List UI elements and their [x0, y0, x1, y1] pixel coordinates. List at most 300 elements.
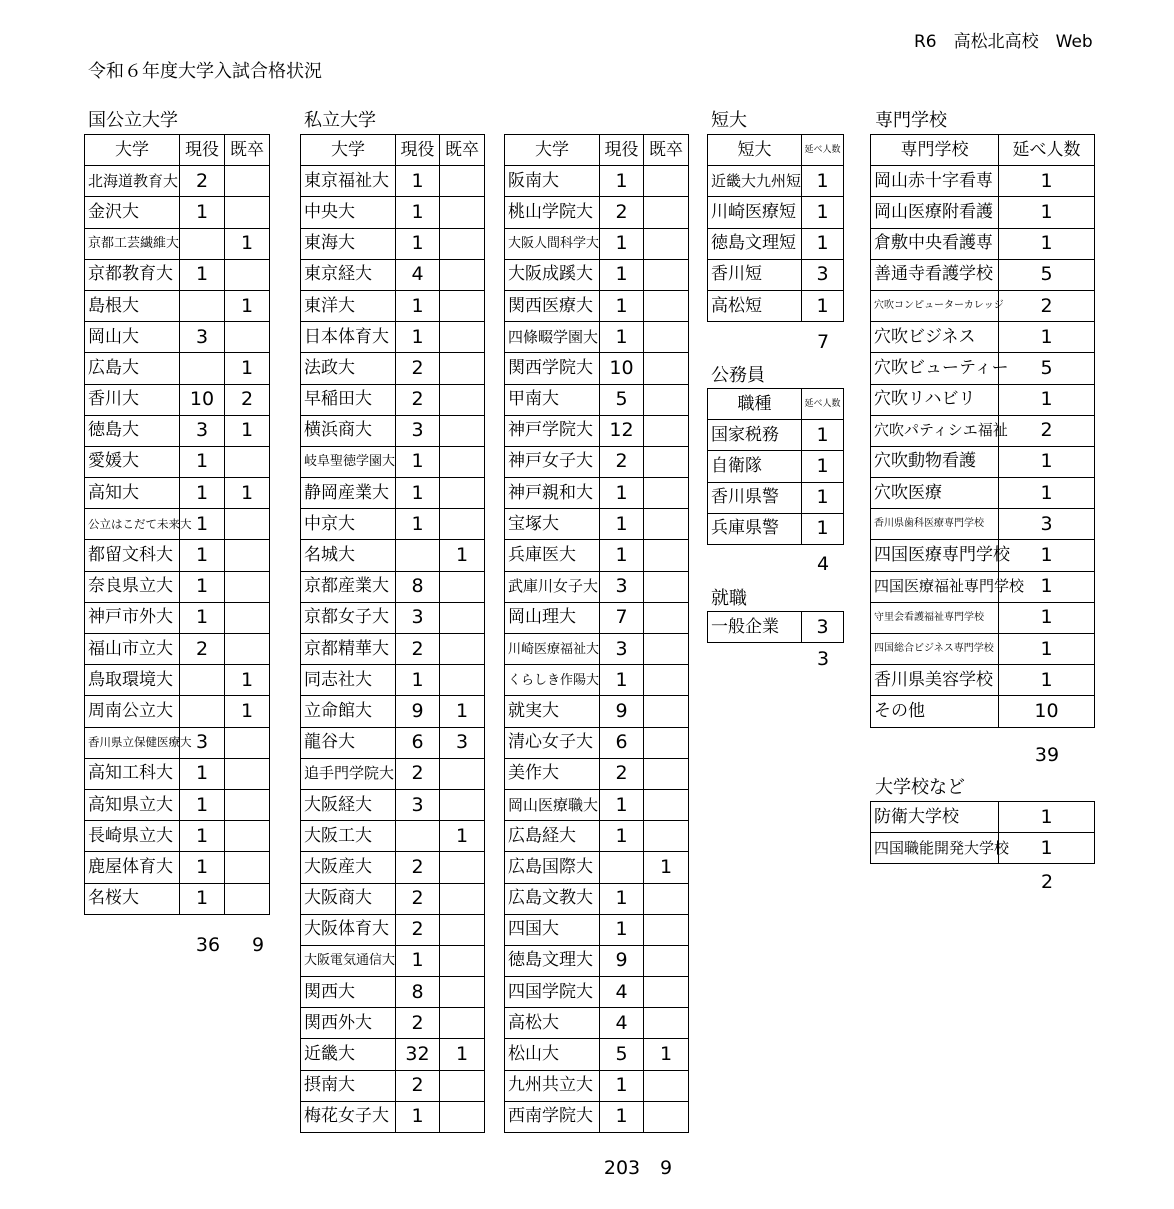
- current-student-count: [396, 540, 440, 571]
- total-count: 1: [802, 228, 844, 259]
- page-title: 令和６年度大学入試合格状況: [88, 61, 322, 82]
- current-student-count: 1: [180, 571, 225, 602]
- total-count: 1: [802, 420, 844, 451]
- school-name: 香川大: [85, 384, 180, 415]
- table-row: [505, 727, 689, 758]
- current-student-count: 1: [600, 228, 644, 259]
- table-row: [301, 478, 485, 509]
- total-count: 1: [999, 665, 1095, 696]
- graduate-count: [440, 602, 485, 633]
- school-name: 京都女子大: [301, 602, 396, 633]
- graduate-count: [644, 290, 689, 321]
- table-row: [505, 634, 689, 665]
- graduate-count: [644, 914, 689, 945]
- table-row: [301, 353, 485, 384]
- total-count: 1: [999, 634, 1095, 665]
- school-name: 四国職能開発大学校: [871, 833, 999, 864]
- current-student-count: 1: [180, 509, 225, 540]
- current-student-count: 2: [180, 634, 225, 665]
- table-row: [871, 696, 1095, 727]
- school-name: 近畿大九州短: [708, 166, 802, 197]
- school-name: 神戸市外大: [85, 602, 180, 633]
- national-section-title: 国公立大学: [88, 110, 178, 131]
- table-row: [505, 602, 689, 633]
- current-student-count: 32: [396, 1039, 440, 1070]
- graduate-count: 2: [225, 384, 270, 415]
- academy-table: [870, 801, 1095, 864]
- private-total-current: 203: [603, 1157, 641, 1179]
- table-row: [85, 634, 270, 665]
- table-row: [301, 821, 485, 852]
- graduate-count: 1: [644, 1039, 689, 1070]
- current-student-count: [180, 665, 225, 696]
- table-row: [505, 290, 689, 321]
- school-name: 穴吹ビューティー: [871, 353, 999, 384]
- school-name: 清心女子大: [505, 727, 600, 758]
- school-name: 美作大: [505, 758, 600, 789]
- table-row: [85, 696, 270, 727]
- school-name: 大阪産大: [301, 852, 396, 883]
- table-row: [708, 259, 844, 290]
- table-row: [505, 977, 689, 1008]
- graduate-count: [644, 509, 689, 540]
- table-row: [85, 322, 270, 353]
- school-name: 香川短: [708, 259, 802, 290]
- school-name: 一般企業: [708, 612, 802, 643]
- school-name: 就実大: [505, 696, 600, 727]
- school-name: 徳島大: [85, 415, 180, 446]
- graduate-count: [225, 322, 270, 353]
- current-student-count: 1: [396, 945, 440, 976]
- table-row: [301, 1101, 485, 1132]
- graduate-count: [440, 852, 485, 883]
- school-name: 北海道教育大: [85, 166, 180, 197]
- total-count: 3: [802, 259, 844, 290]
- table-row: [708, 290, 844, 321]
- school-name: 大阪人間科学大: [505, 228, 600, 259]
- graduate-count: 1: [225, 290, 270, 321]
- school-name: 摂南大: [301, 1070, 396, 1101]
- national-university-table: [84, 134, 270, 915]
- total-count: 2: [999, 290, 1095, 321]
- current-student-count: 4: [600, 1008, 644, 1039]
- total-count: 3: [802, 612, 844, 643]
- school-name: 早稲田大: [301, 384, 396, 415]
- graduate-count: 1: [225, 696, 270, 727]
- table-row: [871, 353, 1095, 384]
- current-student-count: 3: [396, 602, 440, 633]
- school-name: 大阪成蹊大: [505, 259, 600, 290]
- school-name: 京都産業大: [301, 571, 396, 602]
- current-student-count: 4: [600, 977, 644, 1008]
- total-count: 1: [999, 540, 1095, 571]
- school-name: 穴吹コンピューターカレッジ: [871, 290, 999, 321]
- graduate-count: 1: [440, 821, 485, 852]
- table-row: [85, 789, 270, 820]
- school-name: 四国医療福祉専門学校: [871, 571, 999, 602]
- graduate-count: [225, 259, 270, 290]
- national-total-graduate: 9: [251, 934, 265, 956]
- school-name: 阪南大: [505, 166, 600, 197]
- civil-total: 4: [816, 553, 830, 575]
- current-student-count: 1: [600, 821, 644, 852]
- table-row: [505, 384, 689, 415]
- employment-table: [707, 611, 844, 643]
- school-name: 四国総合ビジネス専門学校: [871, 634, 999, 665]
- graduate-count: [644, 259, 689, 290]
- school-name: 龍谷大: [301, 727, 396, 758]
- column-header: 延べ人数: [802, 389, 844, 420]
- current-student-count: 1: [180, 852, 225, 883]
- current-student-count: 3: [180, 322, 225, 353]
- junior-college-table: [707, 134, 844, 322]
- current-student-count: 8: [396, 977, 440, 1008]
- table-row: [871, 228, 1095, 259]
- table-row: [871, 509, 1095, 540]
- current-student-count: 1: [396, 290, 440, 321]
- graduate-count: [440, 166, 485, 197]
- current-student-count: 1: [180, 446, 225, 477]
- table-row: [301, 228, 485, 259]
- graduate-count: [440, 977, 485, 1008]
- civil-section-title: 公務員: [711, 365, 765, 386]
- table-row: [85, 259, 270, 290]
- table-row: [85, 509, 270, 540]
- school-name: 大阪工大: [301, 821, 396, 852]
- table-row: [871, 197, 1095, 228]
- table-row: [505, 197, 689, 228]
- school-name: 倉敷中央看護専: [871, 228, 999, 259]
- current-student-count: 3: [180, 727, 225, 758]
- school-name: 神戸女子大: [505, 446, 600, 477]
- table-row: [301, 602, 485, 633]
- school-name: 金沢大: [85, 197, 180, 228]
- graduate-count: [440, 322, 485, 353]
- school-name: 岐阜聖徳学園大: [301, 446, 396, 477]
- column-header: 延べ人数: [802, 135, 844, 166]
- graduate-count: 1: [225, 353, 270, 384]
- current-student-count: 1: [600, 509, 644, 540]
- school-name: 徳島文理短: [708, 228, 802, 259]
- current-student-count: [396, 821, 440, 852]
- table-row: [85, 228, 270, 259]
- table-row: [708, 482, 844, 513]
- vocational-school-table: [870, 134, 1095, 728]
- total-count: 1: [999, 833, 1095, 864]
- current-student-count: 2: [396, 1008, 440, 1039]
- table-row: [505, 914, 689, 945]
- current-student-count: 4: [396, 259, 440, 290]
- private-section-title: 私立大学: [304, 110, 376, 131]
- current-student-count: 2: [600, 758, 644, 789]
- table-row: [871, 259, 1095, 290]
- school-name: 追手門学院大: [301, 758, 396, 789]
- total-count: 1: [802, 166, 844, 197]
- table-row: [505, 758, 689, 789]
- current-student-count: 2: [396, 634, 440, 665]
- graduate-count: [440, 290, 485, 321]
- table-row: [301, 758, 485, 789]
- graduate-count: [225, 758, 270, 789]
- current-student-count: 1: [396, 1101, 440, 1132]
- table-row: [505, 852, 689, 883]
- table-row: [301, 1008, 485, 1039]
- graduate-count: [644, 602, 689, 633]
- school-name: 名城大: [301, 540, 396, 571]
- school-name: 日本体育大: [301, 322, 396, 353]
- school-name: 鹿屋体育大: [85, 852, 180, 883]
- table-row: [301, 415, 485, 446]
- table-row: [505, 571, 689, 602]
- current-student-count: 1: [180, 478, 225, 509]
- employment-section-title: 就職: [711, 588, 747, 609]
- graduate-count: [644, 977, 689, 1008]
- current-student-count: 6: [396, 727, 440, 758]
- current-student-count: 1: [396, 665, 440, 696]
- table-row: [871, 446, 1095, 477]
- graduate-count: [440, 228, 485, 259]
- school-name: 福山市立大: [85, 634, 180, 665]
- column-header: 短大: [708, 135, 802, 166]
- graduate-count: [644, 1008, 689, 1039]
- graduate-count: [225, 197, 270, 228]
- total-count: 1: [802, 451, 844, 482]
- table-row: [301, 727, 485, 758]
- table-row: [708, 513, 844, 544]
- graduate-count: 3: [440, 727, 485, 758]
- graduate-count: [440, 634, 485, 665]
- school-name: 九州共立大: [505, 1070, 600, 1101]
- school-name: 武庫川女子大: [505, 571, 600, 602]
- school-name: 関西外大: [301, 1008, 396, 1039]
- table-row: [871, 384, 1095, 415]
- graduate-count: [644, 945, 689, 976]
- graduate-count: [644, 665, 689, 696]
- school-name: 愛媛大: [85, 446, 180, 477]
- school-name: 神戸親和大: [505, 478, 600, 509]
- school-name: 高知大: [85, 478, 180, 509]
- private-total-graduate: 9: [659, 1157, 673, 1179]
- graduate-count: [225, 883, 270, 914]
- vocational-section-title: 専門学校: [875, 110, 947, 131]
- school-name: 高松大: [505, 1008, 600, 1039]
- graduate-count: [440, 478, 485, 509]
- current-student-count: 2: [180, 166, 225, 197]
- graduate-count: [440, 353, 485, 384]
- table-row: [505, 789, 689, 820]
- table-row: [708, 228, 844, 259]
- school-name: 甲南大: [505, 384, 600, 415]
- current-student-count: 1: [600, 789, 644, 820]
- graduate-count: [440, 446, 485, 477]
- current-student-count: 2: [396, 914, 440, 945]
- current-student-count: 3: [180, 415, 225, 446]
- table-row: [85, 852, 270, 883]
- junior-total: 7: [816, 331, 830, 353]
- current-student-count: 6: [600, 727, 644, 758]
- current-student-count: 1: [180, 197, 225, 228]
- table-row: [871, 802, 1095, 833]
- current-student-count: 9: [396, 696, 440, 727]
- graduate-count: [225, 571, 270, 602]
- table-row: [505, 415, 689, 446]
- school-name: 公立はこだて未来大: [85, 509, 180, 540]
- table-row: [301, 696, 485, 727]
- school-name: 香川県警: [708, 482, 802, 513]
- school-name: 梅花女子大: [301, 1101, 396, 1132]
- graduate-count: 1: [440, 1039, 485, 1070]
- table-row: [301, 634, 485, 665]
- school-name: 穴吹パティシエ福祉: [871, 415, 999, 446]
- current-student-count: 8: [396, 571, 440, 602]
- table-row: [505, 821, 689, 852]
- table-row: [505, 478, 689, 509]
- graduate-count: [440, 1008, 485, 1039]
- current-student-count: [180, 228, 225, 259]
- graduate-count: [644, 228, 689, 259]
- table-row: [301, 852, 485, 883]
- school-name: 中央大: [301, 197, 396, 228]
- table-row: [301, 446, 485, 477]
- table-row: [85, 415, 270, 446]
- graduate-count: [225, 634, 270, 665]
- school-name: 岡山医療職大: [505, 789, 600, 820]
- column-header: 現役: [396, 135, 440, 166]
- current-student-count: 1: [180, 789, 225, 820]
- graduate-count: [440, 197, 485, 228]
- table-row: [85, 602, 270, 633]
- current-student-count: 1: [600, 883, 644, 914]
- current-student-count: 2: [396, 758, 440, 789]
- current-student-count: 10: [180, 384, 225, 415]
- current-student-count: 1: [600, 1101, 644, 1132]
- school-name: 同志社大: [301, 665, 396, 696]
- school-name: 周南公立大: [85, 696, 180, 727]
- current-student-count: 1: [396, 322, 440, 353]
- graduate-count: [644, 446, 689, 477]
- current-student-count: 2: [396, 353, 440, 384]
- column-header: 大学: [505, 135, 600, 166]
- academy-section-title: 大学校など: [875, 777, 965, 798]
- school-name: 四條畷学園大: [505, 322, 600, 353]
- junior-section-title: 短大: [711, 110, 747, 131]
- current-student-count: 1: [180, 602, 225, 633]
- table-row: [301, 290, 485, 321]
- current-student-count: 1: [180, 540, 225, 571]
- table-row: [301, 259, 485, 290]
- current-student-count: 2: [600, 446, 644, 477]
- current-student-count: 3: [600, 571, 644, 602]
- national-total-current: 36: [195, 934, 221, 956]
- table-row: [505, 945, 689, 976]
- school-name: 東海大: [301, 228, 396, 259]
- school-name: 穴吹医療: [871, 478, 999, 509]
- table-row: [708, 166, 844, 197]
- school-name: 岡山赤十字看専: [871, 166, 999, 197]
- current-student-count: 1: [600, 322, 644, 353]
- school-name: 四国大: [505, 914, 600, 945]
- graduate-count: [440, 665, 485, 696]
- graduate-count: [644, 789, 689, 820]
- column-header: 既卒: [644, 135, 689, 166]
- total-count: 10: [999, 696, 1095, 727]
- table-row: [85, 821, 270, 852]
- current-student-count: [180, 696, 225, 727]
- current-student-count: [180, 353, 225, 384]
- graduate-count: 1: [644, 852, 689, 883]
- school-name: 西南学院大: [505, 1101, 600, 1132]
- table-row: [301, 1070, 485, 1101]
- school-name: 横浜商大: [301, 415, 396, 446]
- table-row: [871, 665, 1095, 696]
- school-name: 京都精華大: [301, 634, 396, 665]
- graduate-count: [644, 166, 689, 197]
- school-name: 岡山理大: [505, 602, 600, 633]
- school-name: 大阪電気通信大: [301, 945, 396, 976]
- school-name: 高松短: [708, 290, 802, 321]
- school-name: 穴吹ビジネス: [871, 322, 999, 353]
- table-row: [505, 322, 689, 353]
- school-name: 防衛大学校: [871, 802, 999, 833]
- school-name: 名桜大: [85, 883, 180, 914]
- school-name: 関西大: [301, 977, 396, 1008]
- current-student-count: 2: [396, 384, 440, 415]
- table-row: [301, 1039, 485, 1070]
- school-name: 島根大: [85, 290, 180, 321]
- current-student-count: 9: [600, 945, 644, 976]
- school-name: 穴吹リハビリ: [871, 384, 999, 415]
- school-name: 長崎県立大: [85, 821, 180, 852]
- current-student-count: 2: [396, 852, 440, 883]
- school-name: くらしき作陽大: [505, 665, 600, 696]
- graduate-count: [440, 758, 485, 789]
- school-name: 東京経大: [301, 259, 396, 290]
- school-name: 大阪体育大: [301, 914, 396, 945]
- private-university-table-2: [504, 134, 689, 1133]
- graduate-count: [644, 1070, 689, 1101]
- graduate-count: [225, 540, 270, 571]
- graduate-count: [440, 945, 485, 976]
- school-name: 兵庫医大: [505, 540, 600, 571]
- school-name: 川崎医療短: [708, 197, 802, 228]
- graduate-count: [225, 446, 270, 477]
- table-row: [871, 322, 1095, 353]
- table-row: [505, 540, 689, 571]
- school-name: その他: [871, 696, 999, 727]
- graduate-count: [440, 914, 485, 945]
- total-count: 1: [802, 513, 844, 544]
- table-row: [505, 883, 689, 914]
- school-name: 東洋大: [301, 290, 396, 321]
- table-row: [85, 727, 270, 758]
- table-row: [871, 415, 1095, 446]
- current-student-count: 1: [600, 259, 644, 290]
- graduate-count: [644, 696, 689, 727]
- total-count: 1: [999, 384, 1095, 415]
- total-count: 5: [999, 259, 1095, 290]
- column-header: 専門学校: [871, 135, 999, 166]
- civil-service-table: [707, 388, 844, 545]
- total-count: 2: [999, 415, 1095, 446]
- table-row: [505, 1008, 689, 1039]
- graduate-count: [440, 571, 485, 602]
- total-count: 1: [999, 602, 1095, 633]
- school-name: 京都教育大: [85, 259, 180, 290]
- current-student-count: 2: [600, 197, 644, 228]
- current-student-count: 5: [600, 1039, 644, 1070]
- school-name: 徳島文理大: [505, 945, 600, 976]
- table-row: [708, 197, 844, 228]
